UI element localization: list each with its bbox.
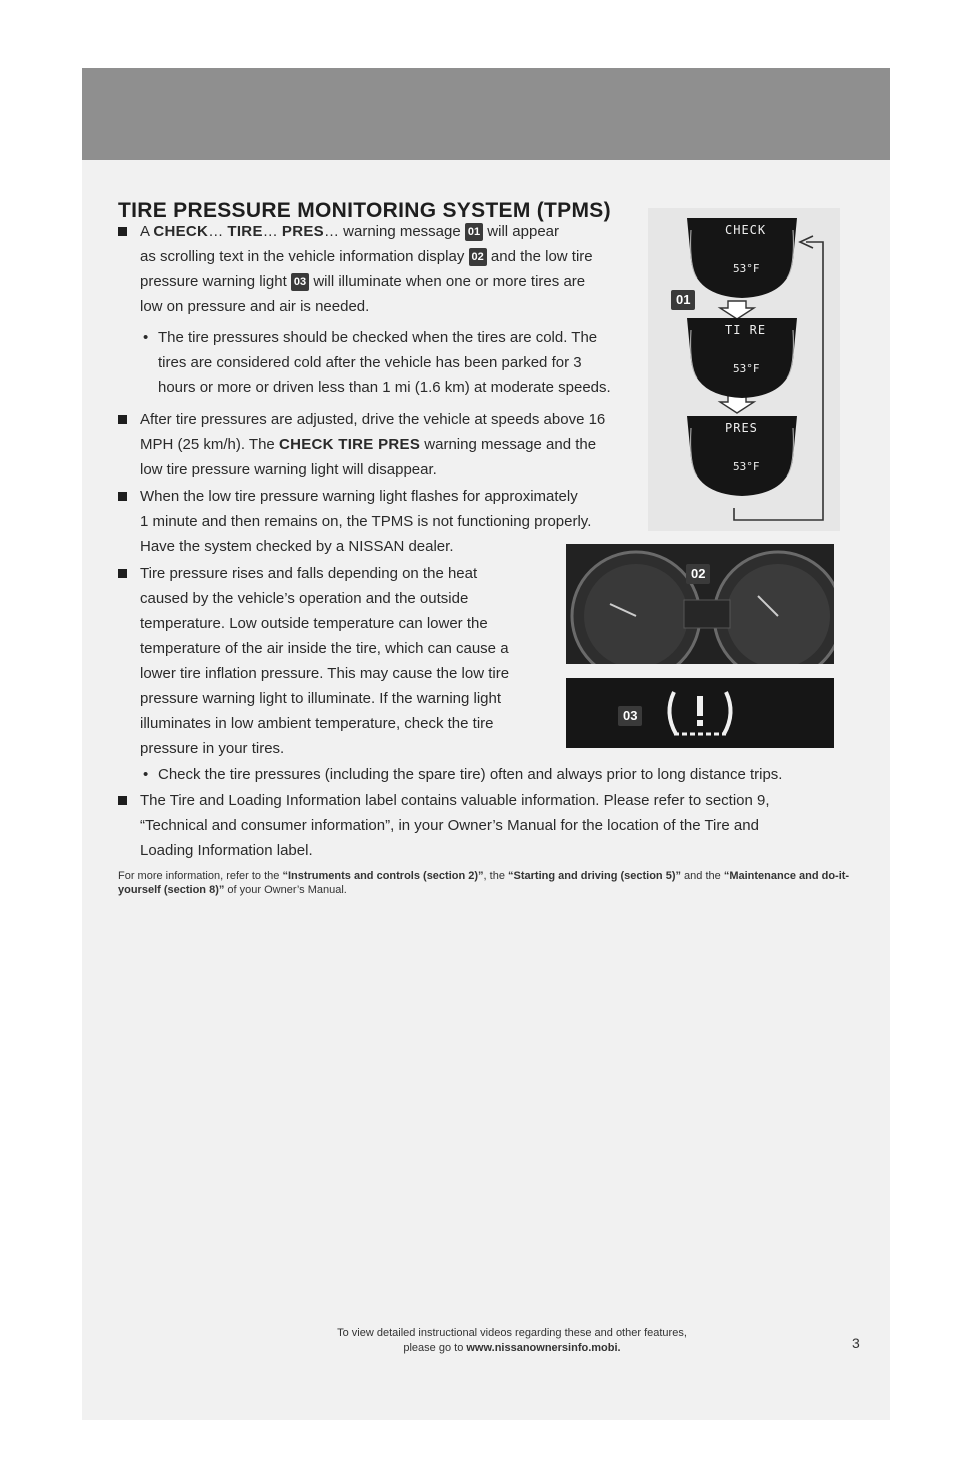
bullet-line: Tire pressure rises and falls depending on the heat — [140, 565, 478, 582]
display-sequence-panel — [648, 208, 840, 531]
bullet-line: After tire pressures are adjusted, drive the vehicle at speeds above 16 — [140, 411, 606, 428]
bullet-line: Loading Information label. — [140, 842, 313, 859]
bullet-warning-message — [140, 219, 680, 319]
callout-badge: 03 — [291, 273, 309, 291]
bullet-line: “Technical and consumer information”, in your Owner’s Manual for the location of the Tire and — [140, 817, 759, 834]
callout-03: 03 — [618, 706, 642, 726]
display-text: CHECK — [725, 223, 767, 237]
display-temp: 53°F — [733, 362, 760, 375]
footer-line: please go to www.nissanownersinfo.mobi. — [403, 1342, 621, 1354]
bullet-square — [118, 569, 127, 578]
sub-bullet-dot: • — [143, 329, 149, 346]
bullet-square — [118, 227, 127, 236]
bullet-line: low tire pressure warning light will disappear. — [140, 461, 437, 478]
page-number: 3 — [852, 1335, 860, 1351]
page-title: TIRE PRESSURE MONITORING SYSTEM (TPMS) — [118, 199, 611, 222]
callout-02: 02 — [686, 564, 710, 584]
display-text: TI RE — [725, 323, 767, 337]
bullet-line: A CHECK… TIRE… PRES… warning message 01 will appear — [140, 223, 560, 240]
bullet-line: Have the system checked by a NISSAN dealer. — [140, 538, 454, 555]
bullet-line: as scrolling text in the vehicle information display 02 and the low tire — [140, 248, 593, 265]
sub-bullet-dot: • — [143, 766, 149, 783]
warning-light-photo — [566, 678, 834, 748]
bullet-line: The Tire and Loading Information label contains valuable information. Please refer to section 9, — [140, 792, 770, 809]
bullet-line: lower tire inflation pressure. This may cause the low tire — [140, 665, 510, 682]
sub-bullet-check-spare — [143, 762, 858, 787]
bullet-line: hours or more or driven less than 1 mi (1.6 km) at moderate speeds. — [158, 379, 611, 396]
bullet-line: Check the tire pressures (including the spare tire) often and always prior to long distance trips. — [158, 766, 783, 783]
bullet-line: temperature of the air inside the tire, which can cause a — [140, 640, 509, 657]
sub-bullet-cold-tires — [143, 325, 678, 400]
display-temp: 53°F — [733, 460, 760, 473]
bullet-line: pressure warning light 03 will illuminate when one or more tires are — [140, 273, 586, 290]
footer-line: To view detailed instructional videos regarding these and other features, — [337, 1327, 687, 1339]
callout-badge: 01 — [465, 223, 483, 241]
instrument-cluster-photo — [566, 544, 834, 664]
bullet-line: pressure in your tires. — [140, 740, 285, 757]
gauge-tire — [683, 316, 801, 400]
display-text: PRES — [725, 421, 758, 435]
bullet-line: When the low tire pressure warning light flashes for approximately — [140, 488, 578, 505]
manual-page — [82, 68, 890, 1420]
bullet-line: temperature. Low outside temperature can lower the — [140, 615, 488, 632]
bullet-square — [118, 796, 127, 805]
bullet-line: tires are considered cold after the vehicle has been parked for 3 — [158, 354, 582, 371]
bullet-line: 1 minute and then remains on, the TPMS is not functioning properly. — [140, 513, 592, 530]
bullet-line: pressure warning light to illuminate. If the warning light — [140, 690, 502, 707]
bullet-line: The tire pressures should be checked when the tires are cold. The — [158, 329, 598, 346]
callout-badge: 02 — [469, 248, 487, 266]
header-band — [82, 68, 890, 160]
bullet-line: illuminates in low ambient temperature, check the tire — [140, 715, 494, 732]
footer-url[interactable]: www.nissanownersinfo.mobi. — [466, 1342, 621, 1354]
bullet-line: low on pressure and air is needed. — [140, 298, 370, 315]
display-temp: 53°F — [733, 262, 760, 275]
more-information: For more information, refer to the “Instruments and controls (section 2)”, the “Starting and driving (section 5)” and the “Maintenance and do-it-yourself (section 8)” of your Owner’s Manual. — [118, 870, 850, 896]
callout-01: 01 — [671, 290, 695, 310]
bullet-after-adjusting — [140, 407, 680, 482]
bullet-temperature — [140, 561, 560, 761]
bullet-line: MPH (25 km/h). The CHECK TIRE PRES warning message and the — [140, 436, 597, 453]
bullet-line: caused by the vehicle’s operation and the outside — [140, 590, 469, 607]
bullet-tire-label — [140, 788, 860, 863]
bullet-square — [118, 492, 127, 501]
gauge-pres — [683, 414, 801, 498]
bullet-square — [118, 415, 127, 424]
footer-note — [232, 1326, 792, 1356]
gauge-check — [683, 216, 801, 300]
